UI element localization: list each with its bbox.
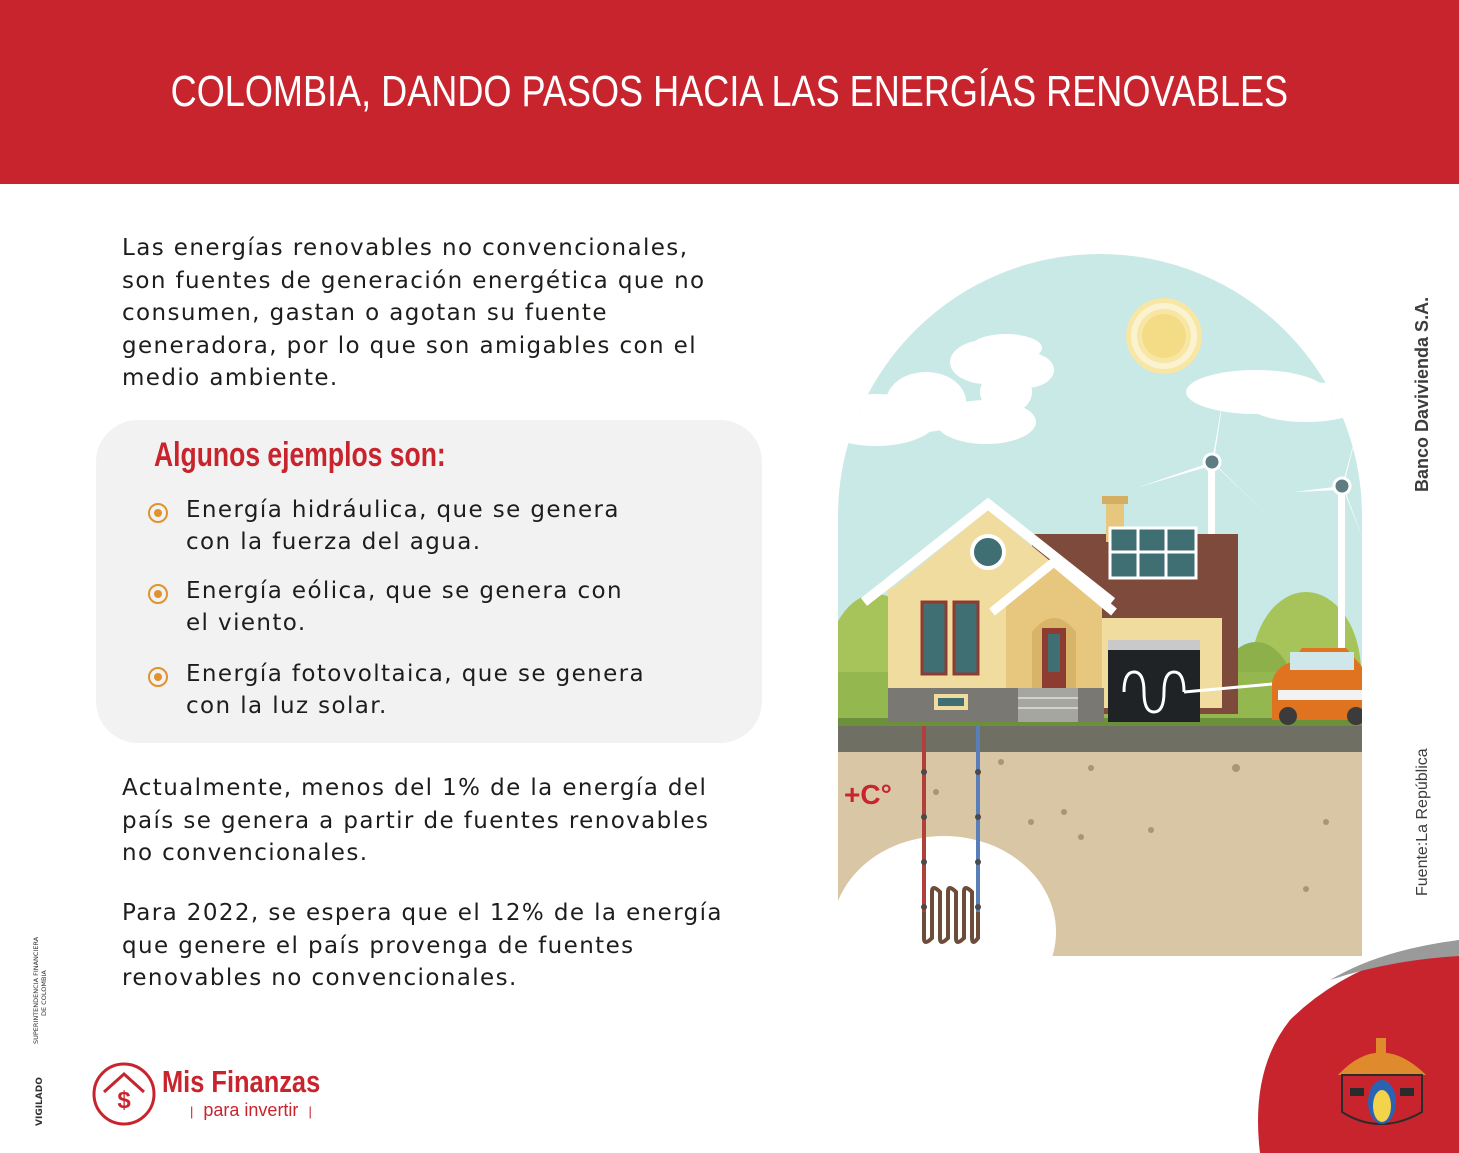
current-line: Actualmente, menos del 1% de la energía del [122,775,708,801]
list-item-line: con la fuerza del agua. [186,529,482,555]
current-paragraph [122,772,802,870]
intro-line: generadora, por lo que son amigables con el [122,332,698,359]
davivienda-corner [1230,940,1459,1153]
garage-door [1108,640,1200,722]
vigilado-badge [30,1046,52,1126]
current-line: país se genera a partir de fuentes renovables [122,807,710,834]
list-item-line: con la luz solar. [186,693,388,719]
intro-paragraph [122,232,802,395]
bullet-icon [148,667,168,687]
examples-box [96,420,762,743]
current-line: no convencionales. [122,840,369,866]
solar-panel-icon [1110,528,1196,578]
intro-line: Las energías renovables no convencionales, [122,235,689,261]
mis-finanzas-logo [92,1060,332,1130]
bullet-icon [148,584,168,604]
future-paragraph [122,897,802,995]
source-label: Fuente:La República [1414,748,1431,896]
logo-title: Mis Finanzas [162,1064,321,1099]
intro-line: medio ambiente. [122,365,339,391]
list-item-line: Energía fotovoltaica, que se genera [186,661,646,687]
bullet-icon [148,503,168,523]
dollar-house-icon [92,1062,156,1126]
temperature-label: +C° [844,779,892,810]
list-item-line: Energía eólica, que se genera con [186,578,623,604]
list-item [148,494,708,558]
renewable-house-illustration [836,252,1364,956]
future-line: renovables no convencionales. [122,965,518,991]
regulator-line: DE COLOMBIA [40,970,48,1016]
list-item [148,575,708,639]
examples-title: Algunos ejemplos son: [154,436,446,474]
vigilado-label: VIGILADO [35,1077,45,1126]
regulator-line: SUPERINTENDENCIA FINANCIERA [32,936,40,1044]
regulator-text [30,912,52,1044]
logo-symbol: $ [117,1087,131,1114]
list-item-line: Energía hidráulica, que se genera [186,497,620,523]
logo-tagline: | para invertir | [180,1100,322,1121]
intro-line: son fuentes de generación energética que no [122,267,706,294]
list-item [148,658,708,722]
brand-label: Banco Davivienda S.A. [1412,296,1432,492]
header-banner [0,0,1459,184]
page-title: COLOMBIA, DANDO PASOS HACIA LAS ENERGÍAS RENOVABLES [170,67,1289,116]
future-line: Para 2022, se espera que el 12% de la energía [122,900,723,926]
intro-line: consumen, gastan o agotan su fuente [122,300,608,326]
list-item-line: el viento. [186,610,307,636]
future-line: que genere el país provenga de fuentes [122,932,635,959]
sun-icon [1126,298,1202,374]
